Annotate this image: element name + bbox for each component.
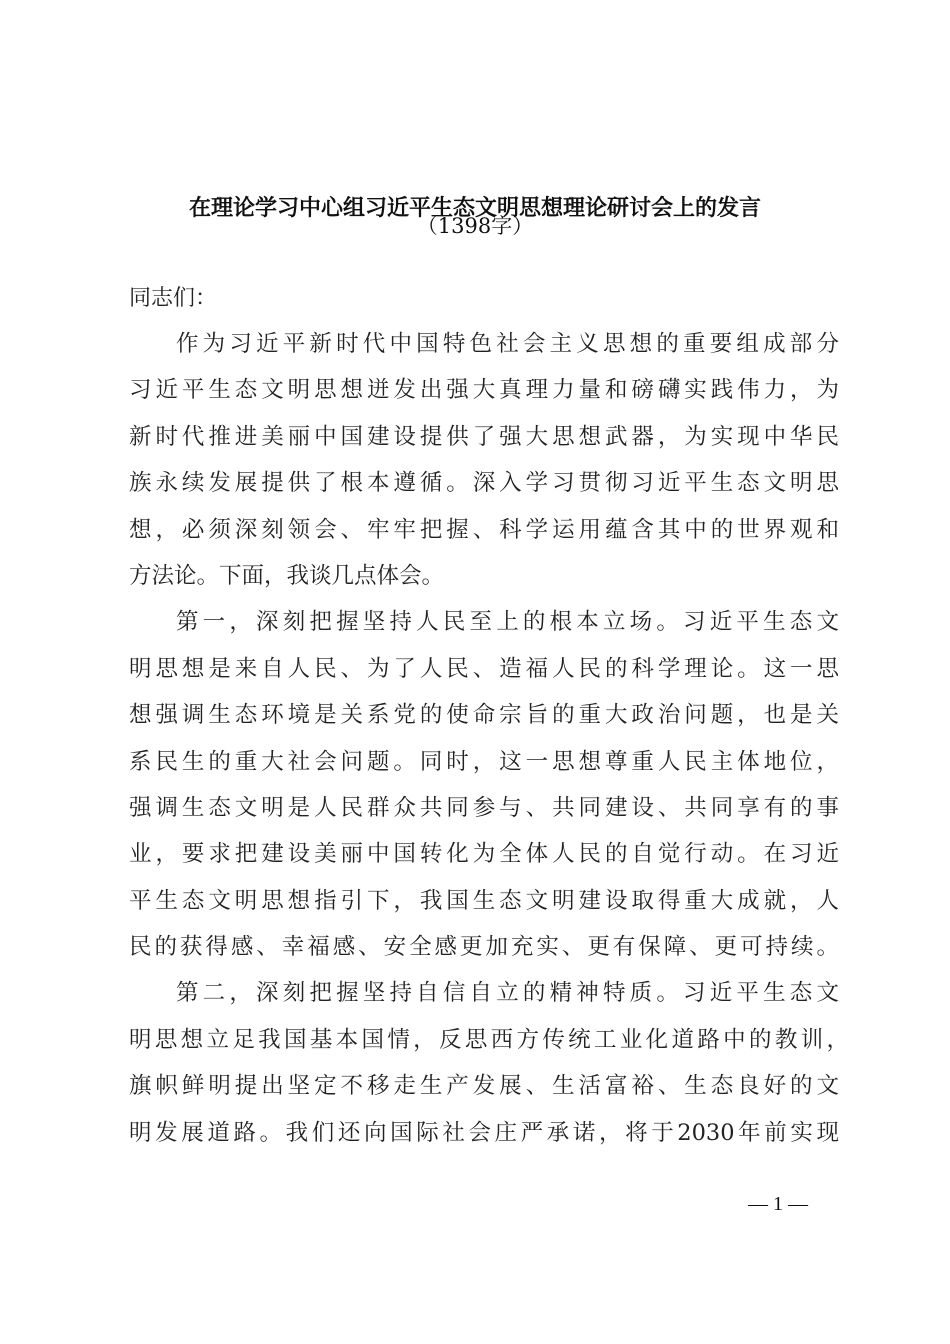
paragraph-2-line-6: 业，要求把建设美丽中国转化为全体人民的自觉行动。在习近 [129,841,839,868]
paragraph-1-line-5: 想，必须深刻领会、牢牢把握、科学运用蕴含其中的世界观和 [129,516,839,543]
paragraph-2-line-1: 第一，深刻把握坚持人民至上的根本立场。习近平生态文 [176,609,839,636]
paragraph-1-line-6: 方法论。下面，我谈几点体会。 [129,562,445,589]
paragraph-2-line-5: 强调生态文明是人民群众共同参与、共同建设、共同享有的事 [129,794,839,821]
paragraph-2-line-7: 平生态文明思想指引下，我国生态文明建设取得重大成就，人 [129,887,839,914]
paragraph-1-line-1: 作为习近平新时代中国特色社会主义思想的重要组成部分 [176,331,839,357]
paragraph-1-line-3: 新时代推进美丽中国建设提供了强大思想武器，为实现中华民 [129,423,839,450]
paragraph-3-line-3: 旗帜鲜明提出坚定不移走生产发展、生活富裕、生态良好的文 [129,1073,839,1100]
page-number: — 1 — [748,1193,808,1215]
paragraph-1-line-4: 族永续发展提供了根本遵循。深入学习贯彻习近平生态文明思 [129,470,839,497]
paragraph-3-line-2: 明思想立足我国基本国情，反思西方传统工业化道路中的教训， [129,1026,849,1053]
word-count: （1398字） [416,214,534,238]
document-title: 在理论学习中心组习近平生态文明思想理论研讨会上的发言 [188,195,761,221]
paragraph-3-line-4: 明发展道路。我们还向国际社会庄严承诺，将于2030年前实现 [129,1119,839,1146]
paragraph-1-line-2: 习近平生态文明思想迸发出强大真理力量和磅礴实践伟力，为 [129,377,839,404]
paragraph-2-line-2: 明思想是来自人民、为了人民、造福人民的科学理论。这一思 [129,655,839,682]
document-body [129,327,849,1162]
paragraph-3-line-1: 第二，深刻把握坚持自信自立的精神特质。习近平生态文 [176,980,839,1007]
paragraph-2-line-8: 民的获得感、幸福感、安全感更加充实、更有保障、更可持续。 [129,934,839,961]
paragraph-2-line-3: 想强调生态环境是关系党的使命宗旨的重大政治问题，也是关 [129,702,839,729]
paragraph-2-line-4: 系民生的重大社会问题。同时，这一思想尊重人民主体地位， [129,748,839,775]
salutation: 同志们： [129,286,218,311]
